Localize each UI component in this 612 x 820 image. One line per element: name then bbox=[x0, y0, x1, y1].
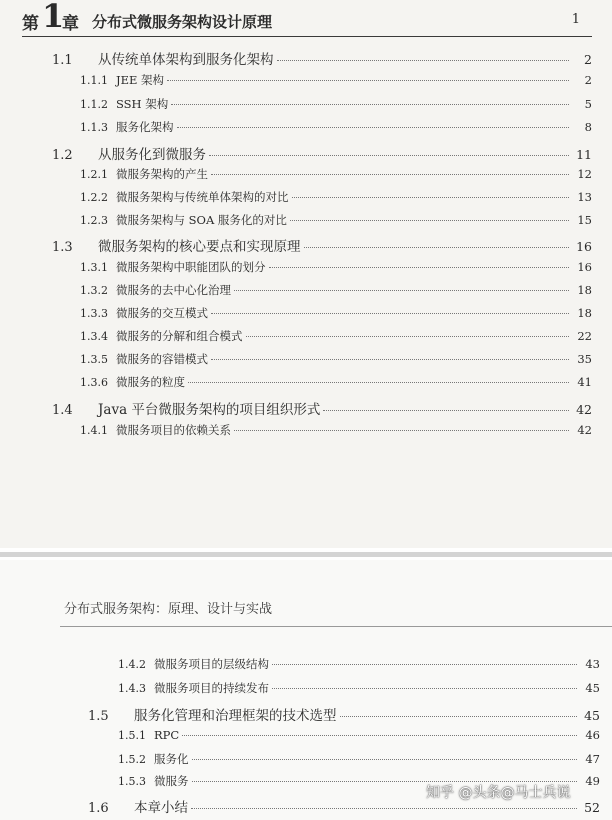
toc-entry-title: 微服务 bbox=[154, 774, 189, 788]
toc-entry bbox=[118, 680, 600, 696]
toc-entry-title: 服务化架构 bbox=[116, 120, 174, 134]
toc-entry bbox=[52, 235, 592, 255]
toc-leader-dots bbox=[171, 104, 569, 105]
toc-entry-page: 16 bbox=[577, 260, 592, 274]
toc-entry-page: 2 bbox=[584, 52, 592, 67]
toc-leader-dots bbox=[209, 155, 569, 156]
toc-entry bbox=[80, 189, 592, 205]
toc-entry-number: 1.2.3 bbox=[80, 214, 108, 227]
toc-entry-title: 微服务的去中心化治理 bbox=[116, 283, 231, 297]
toc-leader-dots bbox=[182, 735, 577, 736]
chapter-number: 1 bbox=[42, 0, 65, 35]
toc-entry bbox=[80, 96, 592, 112]
toc-leader-dots bbox=[177, 127, 570, 128]
toc-entry bbox=[52, 48, 592, 68]
toc-entry-title: 微服务架构与 SOA 服务化的对比 bbox=[116, 213, 287, 227]
toc-leader-dots bbox=[234, 430, 569, 431]
toc-entry bbox=[80, 328, 592, 344]
chapter-page-number: 1 bbox=[571, 12, 580, 27]
toc-entry bbox=[118, 728, 600, 742]
toc-leader-dots bbox=[192, 759, 578, 760]
toc-entry-number: 1.3.3 bbox=[80, 307, 108, 320]
toc-entry-number: 1.2.2 bbox=[80, 191, 108, 204]
toc-entry-page: 15 bbox=[577, 213, 592, 227]
toc-entry-title: JEE 架构 bbox=[116, 73, 165, 87]
toc-entry-page: 11 bbox=[576, 147, 592, 162]
toc-entry-title: 服务化 bbox=[154, 752, 189, 766]
toc-entry-title: RPC bbox=[154, 728, 180, 742]
chapter-suffix: 章 bbox=[62, 14, 79, 34]
book-running-header: 分布式服务架构：原理、设计与实战 bbox=[64, 602, 273, 617]
running-header-rule bbox=[60, 626, 612, 627]
toc-entry-number: 1.3.1 bbox=[80, 261, 108, 274]
toc-entry-title: 微服务架构与传统单体架构的对比 bbox=[116, 190, 289, 204]
toc-leader-dots bbox=[340, 716, 578, 717]
toc-entry-page: 18 bbox=[577, 283, 592, 297]
toc-entry-number: 1.3 bbox=[52, 240, 73, 255]
toc-entry bbox=[80, 422, 592, 438]
toc-entry-page: 42 bbox=[577, 423, 592, 437]
toc-entry-page: 5 bbox=[584, 97, 592, 111]
toc-entry-page: 46 bbox=[585, 728, 600, 742]
toc-entry-number: 1.3.5 bbox=[80, 353, 108, 366]
toc-entry-page: 8 bbox=[584, 120, 592, 134]
toc-leader-dots bbox=[272, 688, 577, 689]
toc-entry-page: 45 bbox=[585, 681, 600, 695]
toc-entry bbox=[80, 119, 592, 135]
toc-entry-number: 1.2.1 bbox=[80, 168, 108, 181]
toc-entry-title: 微服务项目的依赖关系 bbox=[116, 423, 231, 437]
toc-entry-title: SSH 架构 bbox=[116, 97, 169, 111]
toc-entry bbox=[52, 143, 592, 163]
page-divider bbox=[0, 552, 612, 557]
toc-entry-number: 1.4.2 bbox=[118, 658, 146, 671]
toc-entry-page: 43 bbox=[585, 657, 600, 671]
toc-entry-number: 1.4.1 bbox=[80, 424, 108, 437]
toc-entry-number: 1.3.2 bbox=[80, 284, 108, 297]
toc-leader-dots bbox=[167, 80, 569, 81]
toc-entry bbox=[80, 259, 592, 275]
toc-entry-title: 从传统单体架构到服务化架构 bbox=[98, 52, 274, 68]
watermark: 知乎 @头条@马士兵说 bbox=[426, 785, 571, 801]
toc-entry-title: 微服务的分解和组合模式 bbox=[116, 329, 243, 343]
toc-leader-dots bbox=[277, 60, 570, 61]
toc-entry-page: 16 bbox=[576, 239, 592, 254]
toc-entry-page: 41 bbox=[577, 375, 592, 389]
toc-entry-title: 微服务项目的层级结构 bbox=[154, 657, 269, 671]
toc-entry-title: 微服务架构的核心要点和实现原理 bbox=[98, 239, 301, 255]
toc-entry bbox=[80, 282, 592, 298]
toc-entry-page: 49 bbox=[585, 774, 600, 788]
toc-entry-title: 服务化管理和治理框架的技术选型 bbox=[134, 708, 337, 724]
toc-entry bbox=[118, 656, 600, 672]
toc-entry bbox=[80, 374, 592, 390]
toc-entry-number: 1.5.3 bbox=[118, 775, 146, 788]
toc-entry-number: 1.5 bbox=[88, 709, 109, 724]
toc-entry-number: 1.6 bbox=[88, 801, 109, 816]
chapter-prefix: 第 bbox=[22, 14, 39, 34]
toc-entry-page: 47 bbox=[585, 752, 600, 766]
toc-entry-page: 42 bbox=[576, 402, 592, 417]
toc-entry-page: 22 bbox=[577, 329, 592, 343]
toc-entry-title: 微服务的容错模式 bbox=[116, 352, 208, 366]
toc-entry bbox=[88, 704, 600, 724]
toc-entry bbox=[80, 72, 592, 88]
toc-leader-dots bbox=[269, 267, 570, 268]
toc-leader-dots bbox=[211, 313, 569, 314]
toc-entry-number: 1.1 bbox=[52, 53, 73, 68]
toc-entry-page: 45 bbox=[584, 708, 600, 723]
toc-entry-number: 1.1.1 bbox=[80, 74, 108, 87]
toc-entry-number: 1.3.6 bbox=[80, 376, 108, 389]
toc-entry-number: 1.5.1 bbox=[118, 729, 146, 742]
toc-entry-number: 1.1.2 bbox=[80, 98, 108, 111]
toc-entry bbox=[80, 166, 592, 182]
toc-entry bbox=[52, 398, 592, 418]
toc-leader-dots bbox=[246, 336, 570, 337]
toc-leader-dots bbox=[188, 382, 569, 383]
toc-entry-number: 1.1.3 bbox=[80, 121, 108, 134]
toc-entry-title: 微服务的粒度 bbox=[116, 375, 185, 389]
toc-entry-number: 1.3.4 bbox=[80, 330, 108, 343]
toc-leader-dots bbox=[304, 247, 570, 248]
toc-leader-dots bbox=[323, 410, 569, 411]
toc-entry-page: 12 bbox=[577, 167, 592, 181]
toc-entry bbox=[80, 351, 592, 367]
toc-entry-page: 2 bbox=[584, 73, 592, 87]
toc-leader-dots bbox=[191, 808, 577, 809]
toc-leader-dots bbox=[290, 220, 569, 221]
toc-entry-page: 52 bbox=[584, 800, 600, 815]
toc-leader-dots bbox=[211, 359, 569, 360]
toc-entry bbox=[118, 751, 600, 767]
toc-leader-dots bbox=[292, 197, 570, 198]
toc-entry bbox=[80, 305, 592, 321]
toc-entry-page: 35 bbox=[577, 352, 592, 366]
toc-entry-title: 微服务架构中职能团队的划分 bbox=[116, 260, 266, 274]
toc-entry-number: 1.4 bbox=[52, 403, 73, 418]
toc-entry-page: 18 bbox=[577, 306, 592, 320]
toc-entry-title: 微服务的交互模式 bbox=[116, 306, 208, 320]
toc-entry-title: Java 平台微服务架构的项目组织形式 bbox=[98, 402, 321, 418]
chapter-title: 分布式微服务架构设计原理 bbox=[92, 13, 273, 31]
toc-leader-dots bbox=[211, 174, 569, 175]
toc-entry bbox=[80, 212, 592, 228]
toc-entry-title: 微服务架构的产生 bbox=[116, 167, 208, 181]
toc-entry-title: 微服务项目的持续发布 bbox=[154, 681, 269, 695]
toc-leader-dots bbox=[234, 290, 569, 291]
toc-entry-page: 13 bbox=[577, 190, 592, 204]
toc-entry-number: 1.2 bbox=[52, 148, 73, 163]
toc-entry-title: 从服务化到微服务 bbox=[98, 147, 206, 163]
toc-entry-number: 1.5.2 bbox=[118, 753, 146, 766]
chapter-header-rule bbox=[22, 36, 592, 37]
toc-entry-title: 本章小结 bbox=[134, 800, 188, 816]
toc-entry-number: 1.4.3 bbox=[118, 682, 146, 695]
toc-leader-dots bbox=[272, 664, 577, 665]
